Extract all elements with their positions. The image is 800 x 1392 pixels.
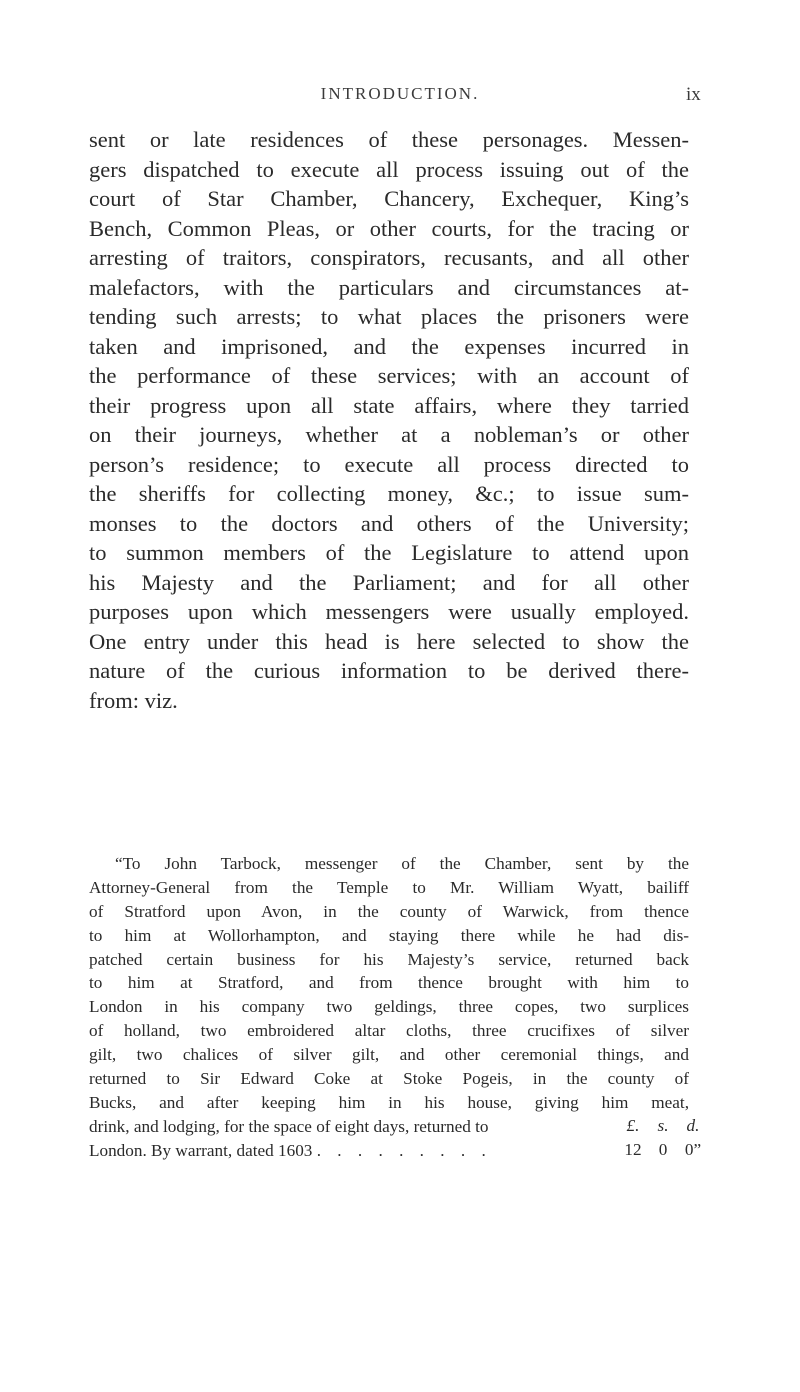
quoted-entry	[89, 852, 689, 1163]
page-number: ix	[686, 84, 701, 105]
currency-headings	[618, 1114, 708, 1138]
body-line: taken and imprisoned, and the expenses incurred in	[89, 333, 689, 359]
body-line: court of Star Chamber, Chancery, Exchequer, King’s	[89, 186, 689, 211]
quote-line: Attorney-General from the Temple to Mr. William Wyatt, bailiff	[89, 877, 689, 897]
body-line: person’s residence; to execute all process directed to	[89, 451, 689, 477]
pounds-value: 12	[624, 1140, 642, 1159]
currency-values	[618, 1138, 708, 1162]
body-line: sent or late residences of these personages. Messen-	[89, 127, 689, 152]
body-line: gers dispatched to execute all process issuing out of the	[89, 156, 689, 182]
quote-line-text: London. By warrant, dated 1603	[89, 1140, 313, 1160]
body-line: malefactors, with the particulars and circumstances at-	[89, 274, 689, 300]
body-line: on their journeys, whether at a nobleman’s or other	[89, 422, 689, 447]
body-line: purposes upon which messengers were usually employed.	[89, 599, 689, 624]
body-line: Bench, Common Pleas, or other courts, for the tracing or	[89, 215, 689, 241]
leader-dots: . . . . . . . . .	[316, 1140, 492, 1160]
body-line: monses to the doctors and others of the University;	[89, 510, 689, 536]
pence-value: 0”	[684, 1140, 702, 1159]
body-line: arresting of traitors, conspirators, recusants, and all other	[89, 245, 689, 270]
body-line: from: viz.	[89, 687, 178, 713]
quote-line: London in his company two geldings, three copes, two surplices	[89, 997, 689, 1017]
quote-line: to him at Wollorhampton, and staying there while he had dis-	[89, 925, 689, 945]
body-line: to summon members of the Legislature to attend upon	[89, 540, 689, 565]
shillings-label: s.	[657, 1116, 669, 1135]
quote-line: of holland, two embroidered altar cloths, three crucifixes of silver	[89, 1021, 689, 1041]
shillings-value: 0	[658, 1140, 668, 1159]
body-line: tending such arrests; to what places the prisoners were	[89, 304, 689, 329]
body-paragraph	[89, 125, 689, 715]
quote-line: drink, and lodging, for the space of eight days, returned to	[89, 1116, 489, 1136]
pounds-label: £.	[626, 1116, 640, 1135]
quote-line: returned to Sir Edward Coke at Stoke Pogeis, in the county of	[89, 1069, 689, 1089]
quote-line: patched certain business for his Majesty’s service, returned back	[89, 949, 689, 969]
body-line: nature of the curious information to be derived there-	[89, 658, 689, 683]
quote-line: “To John Tarbock, messenger of the Chamber, sent by the	[115, 854, 689, 873]
quote-line: to him at Stratford, and from thence brought with him to	[89, 973, 689, 993]
running-head-title: INTRODUCTION.	[320, 84, 480, 103]
quote-line-final	[89, 1139, 689, 1163]
running-head	[0, 84, 800, 108]
body-line: the performance of these services; with an account of	[89, 363, 689, 388]
quote-line: gilt, two chalices of silver gilt, and other ceremonial things, and	[89, 1045, 689, 1065]
body-line: his Majesty and the Parliament; and for all other	[89, 569, 689, 595]
body-line: One entry under this head is here selected to show the	[89, 628, 689, 654]
body-line: their progress upon all state affairs, where they tarried	[89, 392, 689, 418]
body-line: the sheriffs for collecting money, &c.; to issue sum-	[89, 481, 689, 506]
quote-line: Bucks, and after keeping him in his house, giving him meat,	[89, 1092, 689, 1112]
quote-line: of Stratford upon Avon, in the county of Warwick, from thence	[89, 901, 689, 921]
pence-label: d.	[686, 1116, 700, 1135]
